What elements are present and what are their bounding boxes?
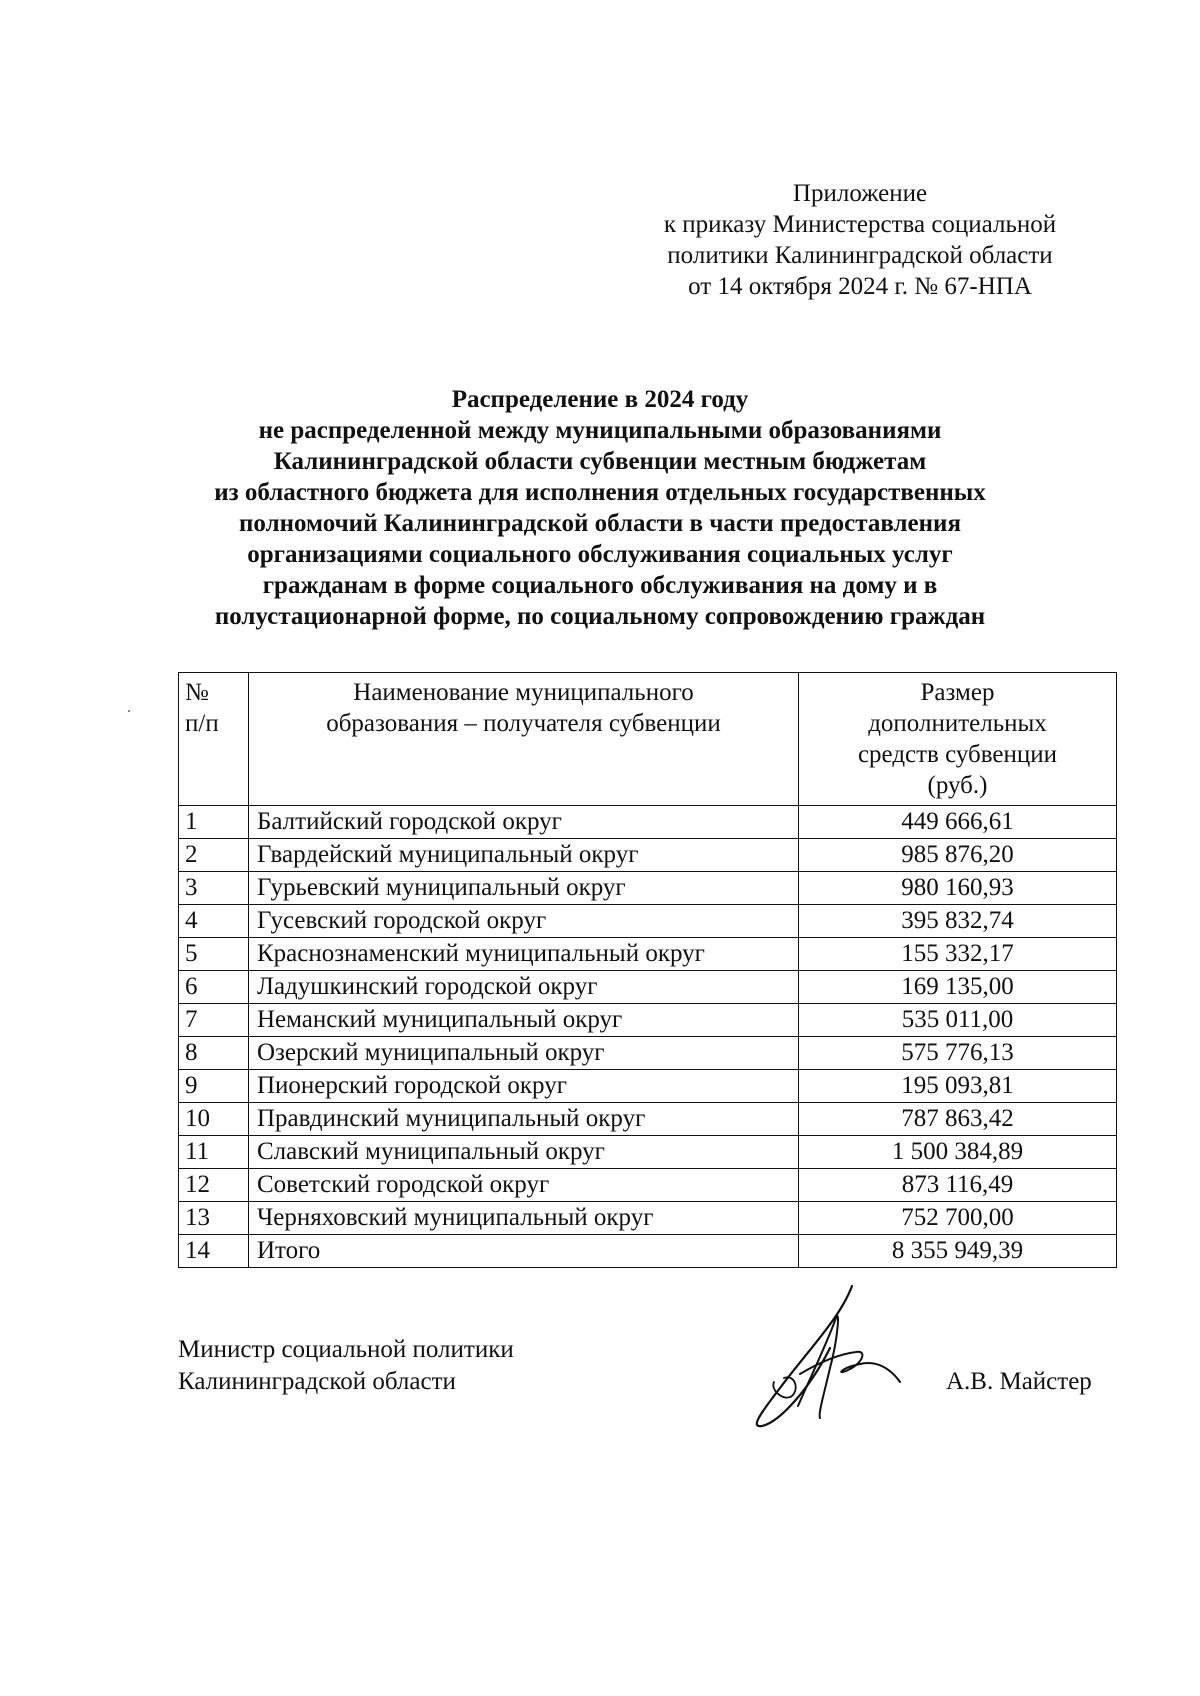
row-amount: 873 116,49: [799, 1169, 1117, 1202]
row-municipality: Ладушкинский городской округ: [249, 971, 799, 1004]
row-municipality: Озерский муниципальный округ: [249, 1037, 799, 1070]
row-number: 2: [179, 839, 249, 872]
table-row: [179, 839, 1117, 872]
row-municipality: Славский муниципальный округ: [249, 1136, 799, 1169]
table-row: [179, 1070, 1117, 1103]
row-municipality: Краснознаменский муниципальный округ: [249, 938, 799, 971]
row-municipality: Советский городской округ: [249, 1169, 799, 1202]
header-number: № п/п: [179, 673, 249, 806]
table-row: [179, 971, 1117, 1004]
table-row: [179, 1103, 1117, 1136]
row-amount: 395 832,74: [799, 905, 1117, 938]
row-municipality: Гвардейский муниципальный округ: [249, 839, 799, 872]
table-row: [179, 1037, 1117, 1070]
row-number: 5: [179, 938, 249, 971]
table-row: [179, 1136, 1117, 1169]
row-amount: 195 093,81: [799, 1070, 1117, 1103]
signer-name: А.В. Майстер: [946, 1368, 1092, 1395]
row-amount: 8 355 949,39: [799, 1235, 1117, 1268]
signer-position-line: Министр социальной политики: [178, 1336, 514, 1363]
row-number: 4: [179, 905, 249, 938]
table-row: [179, 872, 1117, 905]
title-line: организациями социального обслуживания социальных услуг: [247, 541, 953, 568]
table-row: [179, 905, 1117, 938]
title-line: гражданам в форме социального обслуживания на дому и в: [262, 572, 938, 599]
row-amount: 985 876,20: [799, 839, 1117, 872]
row-number: 1: [179, 806, 249, 839]
row-amount: 449 666,61: [799, 806, 1117, 839]
title-line: Калининградской области субвенции местным бюджетам: [273, 448, 927, 475]
appendix-header: [600, 178, 1120, 302]
row-municipality: Пионерский городской округ: [249, 1070, 799, 1103]
table-header-row: [179, 673, 1117, 806]
row-number: 14: [179, 1235, 249, 1268]
header-municipality: Наименование муниципального образования – получателя субвенции: [249, 673, 799, 806]
scan-speck: [128, 710, 130, 712]
row-amount: 535 011,00: [799, 1004, 1117, 1037]
title-line: из областного бюджета для исполнения отдельных государственных: [214, 479, 986, 506]
row-number: 3: [179, 872, 249, 905]
title-line: полустационарной форме, по социальному сопровождению граждан: [214, 603, 986, 630]
appendix-line: к приказу Министерства социальной: [663, 211, 1057, 238]
document-title: [150, 384, 1050, 632]
table-row: [179, 1202, 1117, 1235]
handwritten-signature: [740, 1278, 910, 1438]
row-municipality: Гурьевский муниципальный округ: [249, 872, 799, 905]
title-line: Распределение в 2024 году: [451, 386, 749, 413]
signer-position-line: Калининградской области: [178, 1368, 456, 1395]
signer-position: [178, 1334, 514, 1398]
row-municipality: Балтийский городской округ: [249, 806, 799, 839]
table-row: [179, 806, 1117, 839]
row-number: 13: [179, 1202, 249, 1235]
row-number: 8: [179, 1037, 249, 1070]
row-number: 12: [179, 1169, 249, 1202]
row-number: 10: [179, 1103, 249, 1136]
appendix-line: от 14 октября 2024 г. № 67-НПА: [688, 273, 1032, 300]
row-municipality: Неманский муниципальный округ: [249, 1004, 799, 1037]
row-amount: 1 500 384,89: [799, 1136, 1117, 1169]
row-amount: 787 863,42: [799, 1103, 1117, 1136]
table-row: [179, 938, 1117, 971]
title-line: полномочий Калининградской области в части предоставления: [239, 510, 961, 537]
header-amount: Размер дополнительных средств субвенции (руб.): [799, 673, 1117, 806]
row-number: 11: [179, 1136, 249, 1169]
row-number: 7: [179, 1004, 249, 1037]
row-municipality: Итого: [249, 1235, 799, 1268]
row-amount: 575 776,13: [799, 1037, 1117, 1070]
row-amount: 752 700,00: [799, 1202, 1117, 1235]
appendix-line: Приложение: [792, 180, 928, 207]
table-row-total: [179, 1235, 1117, 1268]
row-number: 6: [179, 971, 249, 1004]
row-municipality: Правдинский муниципальный округ: [249, 1103, 799, 1136]
row-municipality: Гусевский городской округ: [249, 905, 799, 938]
appendix-line: политики Калининградской области: [667, 242, 1053, 269]
table-row: [179, 1169, 1117, 1202]
row-number: 9: [179, 1070, 249, 1103]
row-amount: 980 160,93: [799, 872, 1117, 905]
row-municipality: Черняховский муниципальный округ: [249, 1202, 799, 1235]
row-amount: 169 135,00: [799, 971, 1117, 1004]
table-row: [179, 1004, 1117, 1037]
row-amount: 155 332,17: [799, 938, 1117, 971]
distribution-table: [178, 672, 1117, 1268]
title-line: не распределенной между муниципальными образованиями: [258, 417, 942, 444]
